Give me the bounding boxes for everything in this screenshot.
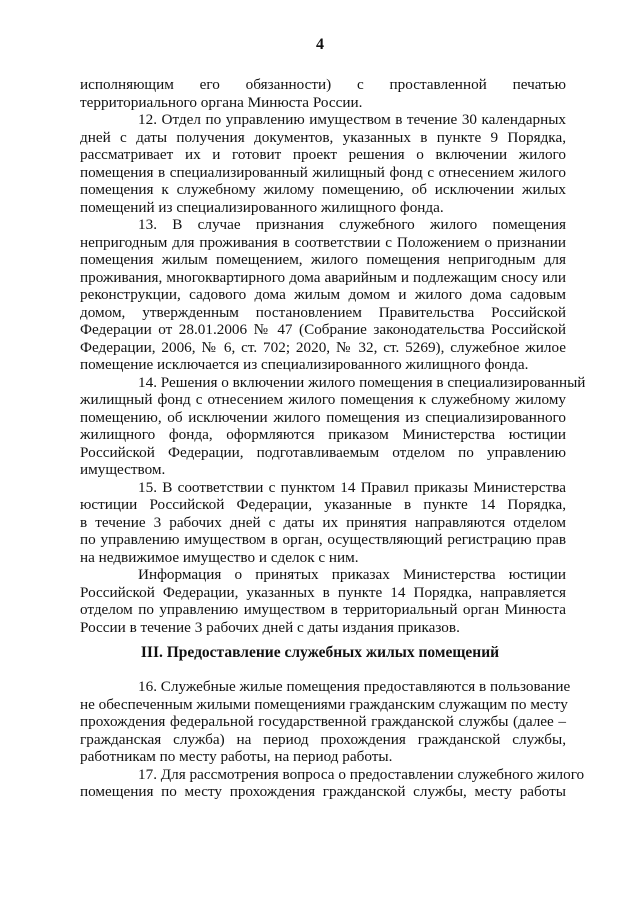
text-line: работникам по месту работы, на период работы. xyxy=(80,748,393,765)
text-line: территориального органа Минюста России. xyxy=(80,93,363,111)
text-line: имуществом. xyxy=(80,461,166,478)
text-line: по управлению имуществом в орган, осуществляющий регистрацию прав xyxy=(80,531,566,548)
text-line: Российской Федерации, указанных в пункте 14 Порядка, направляется xyxy=(80,583,566,601)
text-line: рассматривает их и готовит проект решения о включении жилого xyxy=(80,146,566,163)
paragraph xyxy=(80,678,571,766)
text-line: России в течение 3 рабочих дней с даты издания приказов. xyxy=(80,618,460,636)
paragraph xyxy=(80,566,566,636)
text-line: реконструкции, садового дома жилым домом и жилого дома садовым xyxy=(80,286,566,303)
text-line: 13. В случае признания служебного жилого помещения xyxy=(138,216,566,233)
text-line: юстиции Российской Федерации, указанные в пункте 14 Порядка, xyxy=(80,496,566,513)
page-number: 4 xyxy=(316,36,324,53)
text-line: 17. Для рассмотрения вопроса о предоставлении служебного жилого xyxy=(138,765,585,783)
text-line: дней с даты получения документов, указанных в пункте 9 Порядка, xyxy=(80,128,566,146)
paragraph xyxy=(80,216,566,374)
text-line: помещению, об исключении жилого помещения из специализированного xyxy=(80,408,566,426)
paragraph xyxy=(80,373,586,479)
text-line: жилищного фонда, оформляются приказом Министерства юстиции xyxy=(80,426,566,443)
text-line: жилищный фонд с отнесением жилого помещения к служебному жилому xyxy=(80,391,566,408)
text-line: прохождения федеральной государственной гражданской службы (далее – xyxy=(80,713,566,730)
text-line: 14. Решения о включении жилого помещения в специализированный xyxy=(138,373,586,391)
section-heading: III. Предоставление служебных жилых помещений xyxy=(140,644,500,661)
text-line: непригодным для проживания в соответствии с Положением о признании xyxy=(80,233,566,251)
paragraph xyxy=(80,765,585,801)
text-line: не обеспеченным жилыми помещениями гражданским служащим по месту xyxy=(80,695,568,713)
text-line: помещений из специализированного жилищного фонда. xyxy=(80,198,444,216)
paragraph xyxy=(80,479,566,567)
text-line: проживания, многоквартирного дома аварийным и подлежащим сносу или xyxy=(80,268,566,286)
text-line: Информация о принятых приказах Министерства юстиции xyxy=(138,566,566,583)
text-line: помещение исключается из специализированного жилищного фонда. xyxy=(80,356,529,373)
text-line: в течение 3 рабочих дней с даты их принятия направляются отделом xyxy=(80,513,566,531)
text-line: помещения в специализированный жилищный фонд с отнесением жилого xyxy=(80,163,566,181)
paragraph xyxy=(80,76,566,111)
text-line: 15. В соответствии с пунктом 14 Правил приказы Министерства xyxy=(138,478,566,496)
text-line: гражданская служба) на период прохождения гражданской службы, xyxy=(80,730,566,748)
document-body-section xyxy=(80,678,585,801)
text-line: помещения по месту прохождения гражданской службы, месту работы xyxy=(80,783,566,800)
text-line: Федерации от 28.01.2006 № 47 (Собрание законодательства Российской xyxy=(80,321,566,338)
text-line: помещения к служебному жилому помещению, об исключении жилых xyxy=(80,181,566,198)
text-line: Российской Федерации, подготавливаемым отделом по управлению xyxy=(80,443,566,461)
text-line: исполняющим его обязанности) с проставленной печатью xyxy=(80,76,566,93)
text-line: домом, утвержденным постановлением Правительства Российской xyxy=(80,303,566,321)
document-body-top xyxy=(80,76,586,636)
text-line: помещения жилым помещением, жилого помещения непригодным для xyxy=(80,251,566,268)
text-line: на недвижимое имущество и сделок с ним. xyxy=(80,548,359,566)
text-line: 12. Отдел по управлению имуществом в течение 30 календарных xyxy=(138,111,566,128)
paragraph xyxy=(80,111,566,216)
text-line: 16. Служебные жилые помещения предоставляются в пользование xyxy=(138,678,571,695)
text-line: отделом по управлению имуществом в территориальный орган Минюста xyxy=(80,601,566,618)
text-line: Федерации, 2006, № 6, ст. 702; 2020, № 32, ст. 5269), служебное жилое xyxy=(80,338,566,356)
